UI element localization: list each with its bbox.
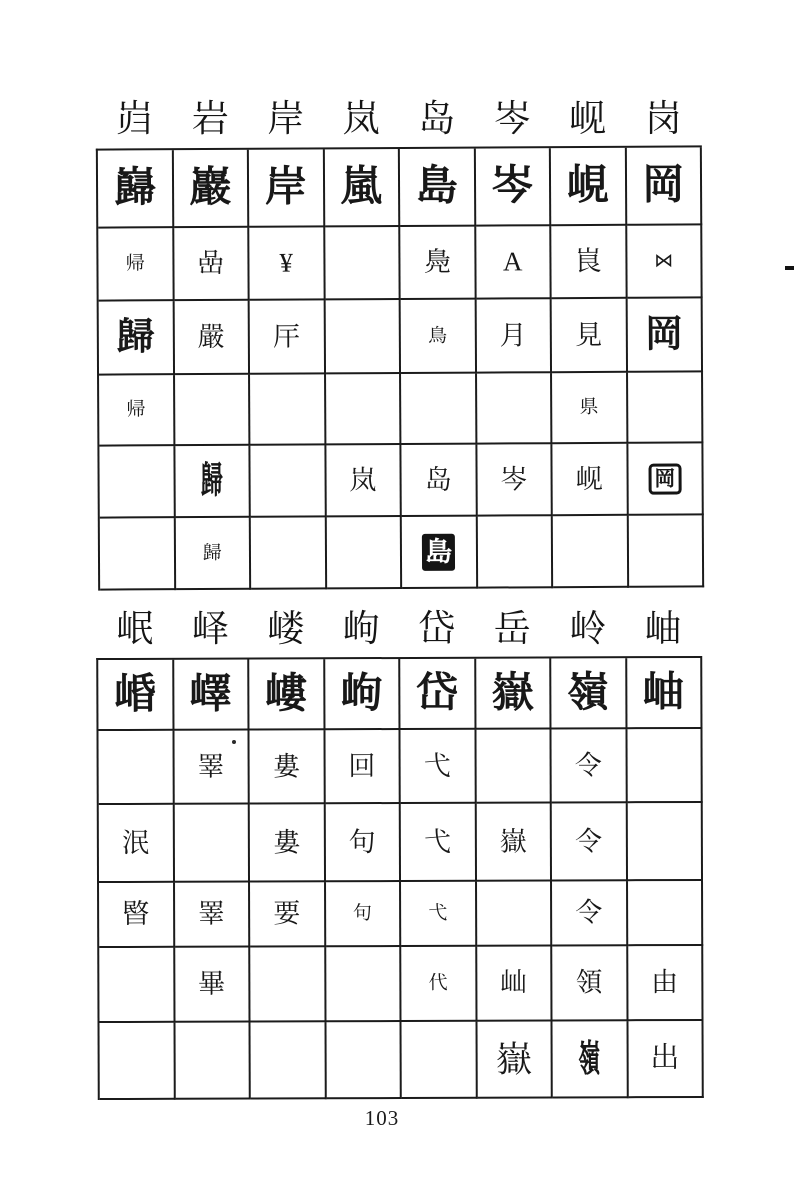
table-cell	[325, 659, 401, 730]
table-cell	[326, 445, 402, 517]
glyph: 嶺	[567, 669, 610, 716]
glyph: 岣	[340, 670, 383, 717]
glyph: 睪	[197, 898, 225, 929]
table-cell	[175, 883, 251, 948]
table-cell	[402, 1022, 478, 1099]
table-cell	[628, 1021, 704, 1098]
glyph: 県	[579, 396, 599, 419]
table-cell	[476, 658, 552, 729]
table-cell	[401, 882, 477, 947]
glyph: 嶽	[495, 1039, 532, 1080]
table-cell	[325, 227, 401, 300]
table-cell	[551, 729, 627, 803]
table-cell	[326, 517, 402, 589]
table-cell	[553, 1021, 629, 1098]
glyph: 鳧	[423, 246, 451, 277]
table-cell	[476, 729, 552, 803]
table-cell	[401, 445, 477, 517]
table-cell	[552, 881, 628, 946]
table-cell	[402, 517, 478, 589]
table-cell	[477, 516, 553, 588]
table-cell	[476, 299, 552, 373]
table-cell	[325, 804, 401, 882]
table-cell	[326, 1022, 402, 1099]
character-table-1	[96, 145, 704, 590]
table-cell	[98, 150, 174, 228]
table-cell	[627, 298, 703, 372]
character-table-2	[96, 656, 704, 1100]
table-cell	[477, 881, 553, 946]
glyph: 婁	[272, 750, 300, 781]
glyph: 帰	[126, 399, 146, 421]
table-cell	[477, 373, 553, 444]
table-cell	[250, 374, 326, 445]
header-character: 岭	[569, 609, 607, 650]
glyph: 歸	[200, 458, 223, 502]
table-cell	[627, 729, 703, 803]
table-cell	[174, 805, 250, 883]
table-cell	[627, 225, 703, 298]
table-cell	[250, 445, 326, 517]
glyph: 嶽	[491, 670, 534, 717]
table-cell	[251, 1022, 327, 1099]
glyph: 岑	[491, 163, 534, 210]
table-cell	[175, 1023, 251, 1100]
table-cell	[475, 148, 551, 226]
glyph: 崏	[114, 671, 157, 718]
table-cell	[628, 443, 704, 515]
table-cell	[98, 660, 174, 731]
section-header-1	[97, 92, 701, 144]
table-cell	[98, 228, 174, 301]
table-cell	[401, 804, 477, 882]
table-cell	[175, 446, 251, 518]
glyph: 歸	[202, 542, 222, 564]
table-cell	[325, 300, 401, 374]
glyph: 嵒	[197, 247, 225, 279]
header-character: 嵝	[267, 609, 305, 650]
table-cell	[552, 299, 628, 373]
table-cell	[100, 518, 176, 590]
table-cell	[477, 946, 553, 1021]
ink-speck	[232, 740, 236, 744]
table-cell	[250, 882, 326, 947]
glyph: 岸	[264, 164, 307, 211]
glyph: 出	[650, 1042, 680, 1075]
glyph: 巋	[113, 165, 156, 212]
glyph: 歸	[116, 316, 155, 359]
table-cell	[325, 730, 401, 804]
table-cell	[249, 730, 325, 804]
header-character: 岳	[493, 609, 531, 650]
table-cell	[249, 659, 325, 730]
header-character: 岛	[418, 99, 456, 140]
glyph: 由	[651, 967, 679, 998]
header-character: 岫	[644, 609, 682, 650]
table-cell	[174, 228, 250, 301]
glyph: 鳥	[428, 325, 448, 347]
table-cell	[628, 881, 704, 946]
table-cell	[175, 375, 251, 446]
table-cell	[174, 301, 250, 375]
glyph: 岘	[575, 463, 603, 494]
table-cell	[552, 444, 628, 516]
glyph: 嶺	[578, 1036, 601, 1080]
header-character: 岑	[493, 99, 531, 140]
glyph: 弋	[423, 750, 451, 781]
glyph: 句	[348, 826, 376, 857]
glyph: 婁	[273, 826, 301, 857]
glyph: A	[502, 246, 523, 277]
glyph: 畢	[198, 968, 226, 999]
table-cell	[400, 149, 476, 227]
table-cell	[99, 375, 175, 446]
ink-mark	[785, 266, 794, 270]
glyph: 巖	[189, 164, 232, 212]
table-cell	[174, 660, 250, 731]
glyph: 代	[428, 972, 448, 994]
table-cell	[401, 947, 477, 1022]
table-cell	[551, 226, 627, 299]
glyph: 峴	[566, 162, 609, 210]
glyph: 岡	[644, 313, 684, 356]
table-cell	[99, 301, 175, 375]
table-cell	[250, 804, 326, 882]
table-cell	[476, 803, 552, 881]
glyph: 令	[574, 749, 602, 780]
table-cell	[250, 300, 326, 374]
glyph: 島	[415, 163, 458, 210]
glyph: 令	[575, 825, 603, 856]
table-cell	[326, 882, 402, 947]
glyph: 要	[273, 898, 301, 929]
table-cell	[400, 227, 476, 300]
table-cell	[250, 947, 326, 1022]
table-cell	[324, 149, 400, 227]
table-cell	[99, 446, 175, 518]
table-cell	[477, 444, 553, 516]
glyph: 帰	[125, 253, 145, 275]
glyph: 嶽	[499, 826, 527, 857]
glyph: 岡	[648, 463, 681, 494]
table-cell	[628, 372, 704, 443]
header-character: 岩	[191, 99, 229, 140]
glyph: 弋	[428, 902, 448, 924]
glyph: 泯	[122, 827, 150, 858]
glyph: 屾	[500, 967, 528, 998]
table-cell	[99, 948, 175, 1023]
table-cell	[553, 516, 629, 588]
glyph: 岡	[642, 162, 685, 209]
glyph: 島	[422, 533, 455, 570]
table-cell	[249, 149, 325, 227]
table-cell	[175, 948, 251, 1023]
table-cell	[100, 1023, 176, 1100]
header-character: 岚	[342, 99, 380, 140]
table-cell	[628, 515, 704, 587]
glyph: 岑	[500, 463, 528, 494]
table-cell	[249, 227, 325, 300]
header-character: 峄	[191, 609, 229, 650]
table-cell	[326, 947, 402, 1022]
glyph: 岚	[349, 464, 377, 495]
glyph: 嶁	[265, 670, 308, 717]
glyph: 岱	[416, 670, 459, 717]
header-character: 岿	[116, 99, 154, 140]
glyph: 弋	[424, 826, 452, 857]
table-cell	[552, 803, 628, 881]
table-cell	[552, 373, 628, 444]
glyph: 見	[574, 319, 603, 350]
glyph: ⋈	[654, 250, 674, 272]
table-cell	[174, 731, 250, 805]
header-character: 岣	[342, 609, 380, 650]
header-character: 岗	[644, 99, 682, 140]
glyph: 峎	[574, 245, 602, 277]
glyph: 睪	[197, 751, 225, 782]
header-character: 岸	[267, 99, 305, 140]
table-cell	[477, 1021, 553, 1098]
section-header-2	[97, 602, 701, 654]
table-cell	[173, 150, 249, 228]
glyph: 嚴	[197, 321, 225, 352]
table-cell	[98, 731, 174, 805]
table-cell	[628, 946, 704, 1021]
table-cell	[400, 730, 476, 804]
glyph: 岛	[424, 464, 452, 495]
glyph: 岫	[642, 669, 685, 716]
glyph: ¥	[279, 247, 294, 278]
glyph: 暋	[122, 898, 150, 929]
glyph: 回	[348, 750, 376, 781]
glyph: 厈	[273, 321, 301, 352]
glyph: 嶧	[189, 671, 232, 718]
header-character: 岷	[116, 609, 154, 650]
table-cell	[551, 658, 627, 729]
glyph: 月	[499, 319, 527, 350]
table-cell	[626, 147, 702, 225]
table-cell	[175, 518, 251, 590]
table-cell	[400, 659, 476, 730]
table-cell	[401, 374, 477, 445]
table-cell	[251, 517, 327, 589]
glyph: 領	[575, 967, 603, 998]
table-cell	[627, 658, 703, 729]
header-character: 岱	[418, 609, 456, 650]
header-character: 岘	[569, 99, 607, 140]
glyph: 嵐	[340, 164, 383, 211]
table-cell	[326, 374, 402, 445]
table-cell	[476, 226, 552, 299]
table-cell	[551, 148, 627, 226]
page-number: 103	[364, 1106, 400, 1130]
table-cell	[552, 946, 628, 1021]
glyph: 令	[575, 897, 603, 928]
table-cell	[99, 805, 175, 883]
glyph: 句	[352, 903, 372, 925]
table-cell	[99, 883, 175, 948]
table-cell	[401, 300, 477, 374]
table-cell	[627, 803, 703, 881]
